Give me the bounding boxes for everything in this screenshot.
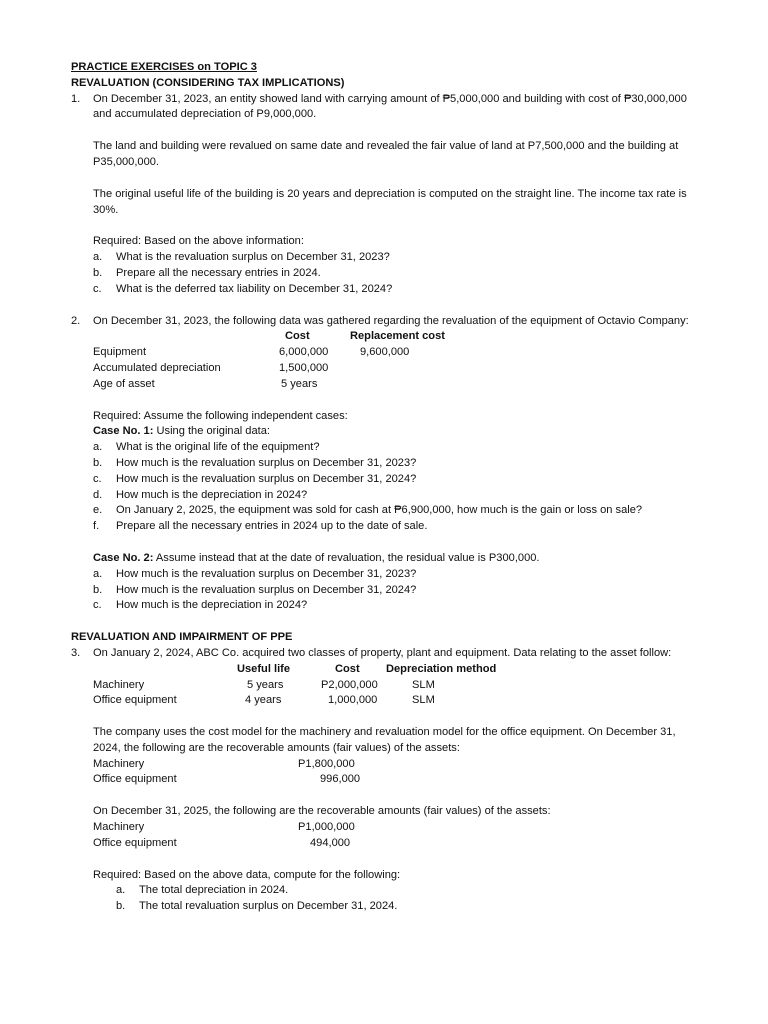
list-item: b. How much is the revaluation surplus on December 31, 2024? xyxy=(93,583,417,596)
required-label: Required: Assume the following independent cases: xyxy=(93,409,348,422)
list-item: a. The total depreciation in 2024. xyxy=(116,884,289,897)
question-paragraph: On December 31, 2025, the following are the recoverable amounts (fair values) of the assets: xyxy=(93,805,551,818)
table-header: Replacement cost xyxy=(350,330,445,343)
list-item: b. Prepare all the necessary entries in 2024. xyxy=(93,266,321,279)
section-heading-revaluation-tax: REVALUATION (CONSIDERING TAX IMPLICATIONS) xyxy=(71,76,345,89)
list-item: f. Prepare all the necessary entries in 2024 up to the date of sale. xyxy=(93,520,428,533)
question-paragraph: The original useful life of the building is 20 years and depreciation is computed on the straight line. The income tax rate is 30%. xyxy=(93,187,687,216)
table-row: Equipment 6,000,000 9,600,000 xyxy=(93,346,410,359)
question-1 xyxy=(71,92,701,298)
table-header: Depreciation method xyxy=(386,662,497,675)
question-2 xyxy=(71,314,701,615)
question-paragraph: On January 2, 2024, ABC Co. acquired two classes of property, plant and equipment. Data relating to the asset follow: xyxy=(93,646,672,659)
list-item: c. How much is the depreciation in 2024? xyxy=(93,599,308,612)
list-item: a. What is the original life of the equipment? xyxy=(93,441,320,454)
equipment-table xyxy=(71,329,701,392)
table-row: Office equipment 494,000 xyxy=(93,836,351,849)
table-row: Machinery P1,000,000 xyxy=(93,821,355,834)
recoverable-amounts-2024 xyxy=(71,757,701,789)
document-page xyxy=(71,60,701,915)
question-3 xyxy=(71,646,701,915)
question-number: 2. xyxy=(71,314,81,327)
required-label: Required: Based on the above data, compute for the following: xyxy=(93,868,401,881)
list-item: b. How much is the revaluation surplus on December 31, 2023? xyxy=(93,456,417,469)
asset-table xyxy=(71,662,701,709)
question-paragraph: On December 31, 2023, the following data was gathered regarding the revaluation of the equipment of Octavio Company: xyxy=(93,314,689,327)
table-header: Useful life xyxy=(237,662,291,675)
table-header: Cost xyxy=(285,330,310,343)
question-number: 3. xyxy=(71,646,81,659)
list-item: c. What is the deferred tax liability on December 31, 2024? xyxy=(93,282,393,295)
table-row: Machinery 5 years P2,000,000 SLM xyxy=(93,678,435,691)
table-row: Office equipment 4 years 1,000,000 SLM xyxy=(93,694,435,707)
table-row: Office equipment 996,000 xyxy=(93,773,361,786)
list-item: a. How much is the revaluation surplus on December 31, 2023? xyxy=(93,567,417,580)
table-row: Machinery P1,800,000 xyxy=(93,757,355,770)
question-paragraph: The land and building were revalued on same date and revealed the fair value of land at P7,500,000 and the building at P35,000,000. xyxy=(93,140,679,168)
question-number: 1. xyxy=(71,92,81,105)
question-paragraph: On December 31, 2023, an entity showed land with carrying amount of ₱5,000,000 and building with cost of ₱30,000,000 and accumulated depreciation of P9,000,000. xyxy=(93,92,687,121)
case-2-heading: Case No. 2: Assume instead that at the date of revaluation, the residual value is P300,000. xyxy=(93,551,540,564)
table-header: Cost xyxy=(335,662,360,675)
required-label: Required: Based on the above information: xyxy=(93,235,304,248)
table-row: Accumulated depreciation 1,500,000 xyxy=(93,361,329,374)
table-row: Age of asset 5 years xyxy=(93,377,318,390)
list-item: a. What is the revaluation surplus on December 31, 2023? xyxy=(93,251,390,264)
case-1-heading: Case No. 1: Using the original data: xyxy=(93,425,270,438)
list-item: e. On January 2, 2025, the equipment was sold for cash at ₱6,900,000, how much is the gain or loss on sale? xyxy=(93,504,643,517)
list-item: c. How much is the revaluation surplus on December 31, 2024? xyxy=(93,472,417,485)
list-item: b. The total revaluation surplus on December 31, 2024. xyxy=(116,900,398,913)
recoverable-amounts-2025 xyxy=(71,820,701,852)
section-heading-impairment: REVALUATION AND IMPAIRMENT OF PPE xyxy=(71,631,293,644)
page-title: PRACTICE EXERCISES on TOPIC 3 xyxy=(71,61,257,73)
list-item: d. How much is the depreciation in 2024? xyxy=(93,488,308,501)
question-paragraph: The company uses the cost model for the machinery and revaluation model for the office equipment. On December 31, 2024, the following are the recoverable amounts (fair values) of the assets: xyxy=(93,726,676,754)
